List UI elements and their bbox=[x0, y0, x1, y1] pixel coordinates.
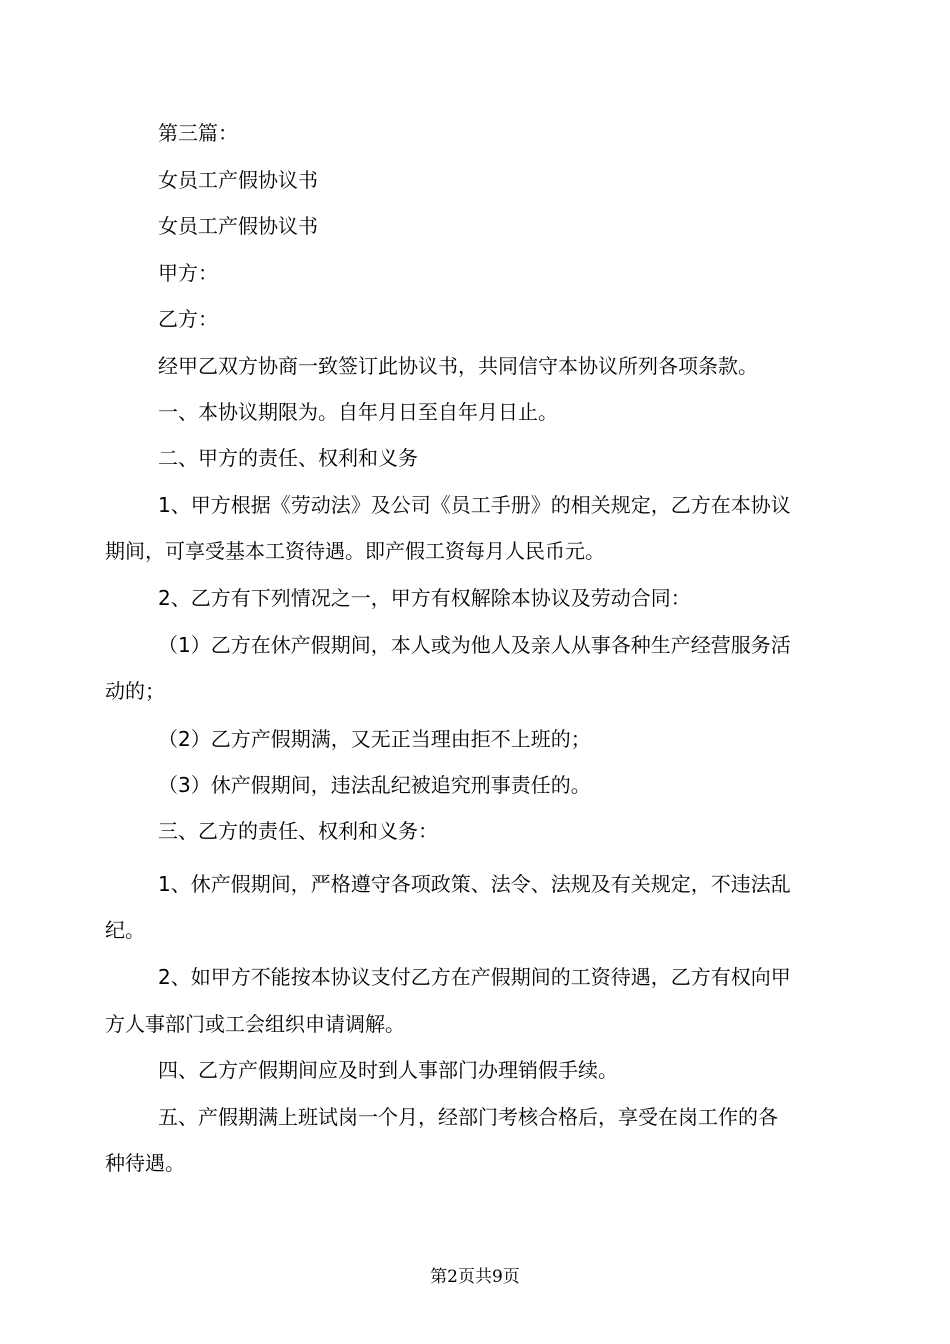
clause-2-2: 2、乙方有下列情况之一，甲方有权解除本协议及劳动合同： bbox=[158, 586, 691, 610]
document-title-repeat: 女员工产假协议书 bbox=[158, 214, 318, 238]
clause-2-2-1-line-2: 动的； bbox=[105, 679, 165, 703]
clause-2-title: 二、甲方的责任、权利和义务 bbox=[158, 446, 418, 470]
clause-5-line-2: 种待遇。 bbox=[105, 1151, 185, 1175]
page-number-footer: 第2页共9页 bbox=[430, 1267, 520, 1287]
clause-3-2-line-1: 2、如甲方不能按本协议支付乙方在产假期间的工资待遇，乙方有权向甲 bbox=[158, 965, 791, 989]
section-heading: 第三篇： bbox=[158, 121, 238, 145]
party-a-label: 甲方： bbox=[158, 261, 218, 285]
clause-2-1-line-2: 期间，可享受基本工资待遇。即产假工资每月人民币元。 bbox=[105, 539, 605, 563]
clause-4: 四、乙方产假期间应及时到人事部门办理销假手续。 bbox=[158, 1058, 618, 1082]
clause-3-2-line-2: 方人事部门或工会组织申请调解。 bbox=[105, 1012, 405, 1036]
clause-1: 一、本协议期限为。自年月日至自年月日止。 bbox=[158, 400, 558, 424]
clause-3-1-line-1: 1、休产假期间，严格遵守各项政策、法令、法规及有关规定，不违法乱 bbox=[158, 872, 791, 896]
clause-2-2-3: （3）休产假期间，违法乱纪被追究刑事责任的。 bbox=[158, 773, 591, 797]
clause-2-2-2: （2）乙方产假期满，又无正当理由拒不上班的； bbox=[158, 727, 591, 751]
clause-3-title: 三、乙方的责任、权利和义务： bbox=[158, 819, 438, 843]
intro-paragraph: 经甲乙双方协商一致签订此协议书，共同信守本协议所列各项条款。 bbox=[158, 354, 758, 378]
clause-5-line-1: 五、产假期满上班试岗一个月，经部门考核合格后，享受在岗工作的各 bbox=[158, 1105, 778, 1129]
party-b-label: 乙方： bbox=[158, 307, 218, 331]
clause-2-1-line-1: 1、甲方根据《劳动法》及公司《员工手册》的相关规定，乙方在本协议 bbox=[158, 493, 791, 517]
document-title: 女员工产假协议书 bbox=[158, 168, 318, 192]
clause-2-2-1-line-1: （1）乙方在休产假期间，本人或为他人及亲人从事各种生产经营服务活 bbox=[158, 633, 791, 657]
clause-3-1-line-2: 纪。 bbox=[105, 918, 145, 942]
